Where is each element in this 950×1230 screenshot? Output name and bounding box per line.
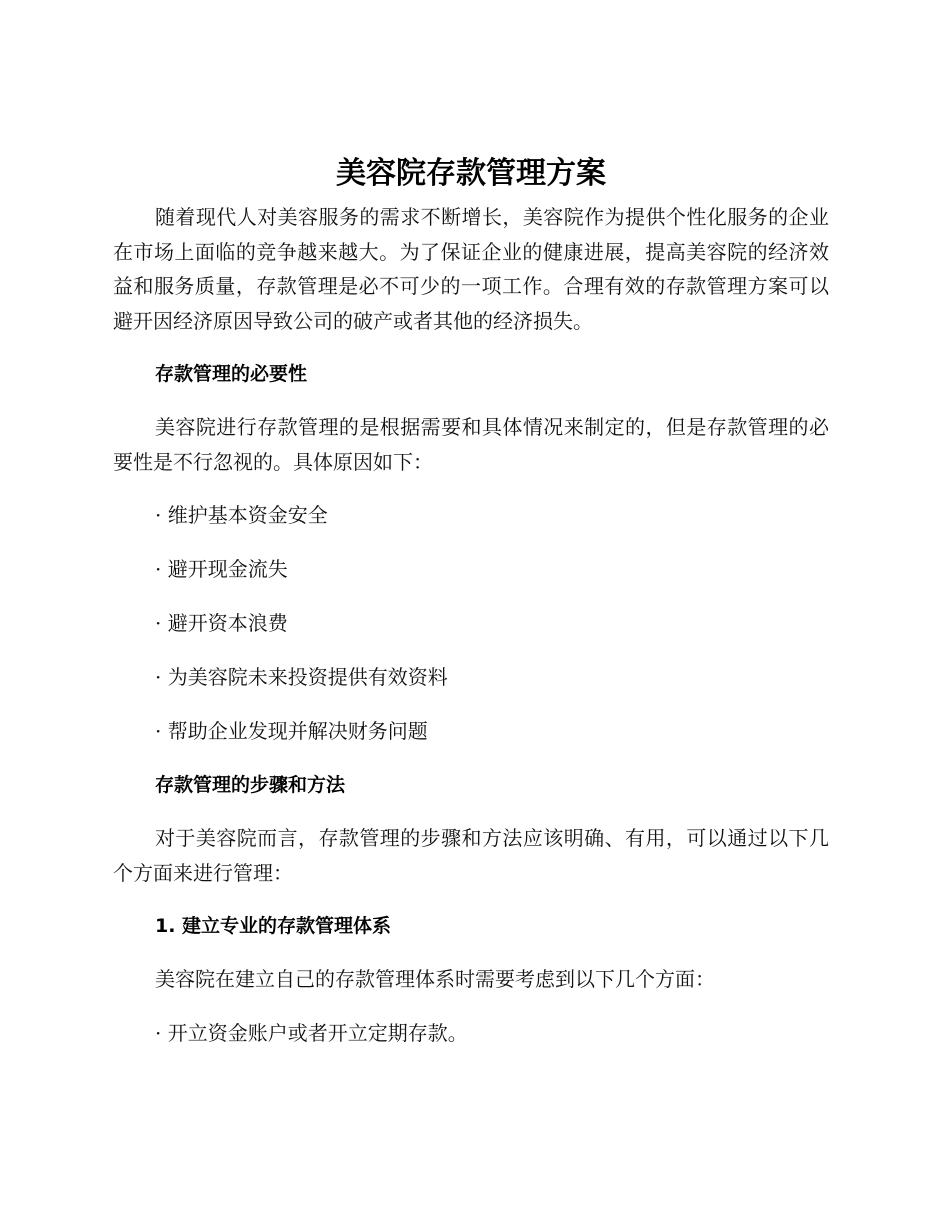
spacer bbox=[113, 532, 829, 552]
spacer bbox=[113, 890, 829, 909]
document-body bbox=[113, 148, 829, 1050]
spacer bbox=[113, 391, 829, 410]
spacer bbox=[113, 479, 829, 498]
spacer bbox=[113, 802, 829, 821]
section-heading-steps: 存款管理的步骤和方法 bbox=[155, 774, 346, 796]
list-item: · 维护基本资金安全 bbox=[155, 503, 328, 527]
steps-paragraph: 对于美容院而言，存款管理的步骤和方法应该明确、有用，可以通过以下几个方面来进行管理： bbox=[113, 826, 829, 885]
list-item: · 为美容院未来投资提供有效资料 bbox=[155, 665, 448, 689]
list-item: · 避开资本浪费 bbox=[155, 611, 288, 635]
section-heading-necessity: 存款管理的必要性 bbox=[155, 363, 308, 385]
spacer bbox=[113, 694, 829, 714]
system-paragraph: 美容院在建立自己的存款管理体系时需要考虑到以下几个方面： bbox=[155, 967, 715, 991]
spacer bbox=[113, 640, 829, 660]
list-item: · 开立资金账户或者开立定期存款。 bbox=[155, 1020, 468, 1045]
document-title: 美容院存款管理方案 bbox=[336, 156, 606, 191]
intro-paragraph: 随着现代人对美容服务的需求不断增长，美容院作为提供个性化服务的企业在市场上面临的竞争越来越大。为了保证企业的健康进展，提高美容院的经济效益和服务质量，存款管理是必不可少的一项工作。合理有效的存款管理方案可以避开因经济原因导致公司的破产或者其他的经济损失。 bbox=[113, 205, 829, 333]
section-heading-system: 1. 建立专业的存款管理体系 bbox=[155, 915, 392, 937]
spacer bbox=[113, 943, 829, 962]
spacer bbox=[113, 997, 829, 1016]
spacer bbox=[113, 586, 829, 606]
necessity-paragraph: 美容院进行存款管理的是根据需要和具体情况来制定的，但是存款管理的必要性是不行忽视的。具体原因如下： bbox=[113, 415, 829, 474]
spacer bbox=[113, 748, 829, 768]
list-item: · 帮助企业发现并解决财务问题 bbox=[155, 719, 428, 743]
list-item: · 避开现金流失 bbox=[155, 557, 288, 581]
spacer bbox=[113, 338, 829, 357]
